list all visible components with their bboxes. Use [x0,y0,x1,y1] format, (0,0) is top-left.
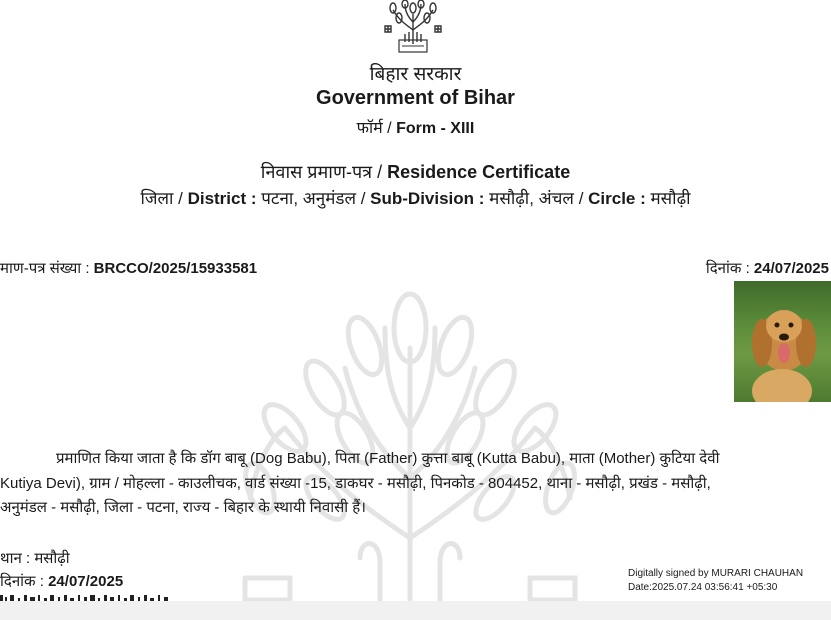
district-line: जिला / District : पटना, अनुमंडल / Sub-Division : मसौढ़ी, अंचल / Circle : मसौढ़ी [140,189,691,208]
form-label-hindi: फॉर्म [356,120,383,137]
certificate-body-line-2: Kutiya Devi), ग्राम / मोहल्ला - काउलीचक, वार्ड संख्या -15, डाकघर - मसौढ़ी, पिनकोड - 804452, थाना - मसौढ़ी, प्रखंड - मसौढ़ी, [0,475,711,492]
digital-signature-date: Date:2025.07.24 03:56:41 +05:30 [628,582,778,593]
bodhi-tree-emblem-icon [377,0,449,56]
certificate-body-line-3: अनुमंडल - मसौढ़ी, जिला - पटना, राज्य - बिहार के स्थायी निवासी हैं। [0,499,366,516]
footer-date-label: दिनांक : [0,573,44,590]
certificate-number-value: BRCCO/2025/15933581 [93,260,258,277]
place-label: थान : [0,550,31,567]
certificate-body-line-1: प्रमाणित किया जाता है कि डॉग बाबू (Dog Babu), पिता (Father) कुत्ता बाबू (Kutta Babu), माता (Mother) कुटिया देवी [56,450,720,467]
place-line [0,548,70,568]
place-value: मसौढ़ी [34,550,70,567]
bottom-edge-bar [0,601,831,620]
form-label-english: Form - XIII [396,120,475,137]
certificate-date [706,258,829,278]
district-value: पटना, अनुमंडल [261,189,356,208]
circle-value: मसौढ़ी [650,189,691,208]
subdivision-label: Sub-Division : [370,189,485,208]
government-name-english: Government of Bihar [316,87,515,109]
footer-date-line [0,571,123,591]
form-number: फॉर्म / Form - XIII [356,120,475,137]
certificate-title-hindi: निवास प्रमाण-पत्र [260,162,373,182]
certificate-date-value: 24/07/2025 [753,260,829,277]
district-label-hindi: जिला [140,189,174,208]
footer-date-value: 24/07/2025 [48,573,124,590]
circle-label: Circle : [588,189,646,208]
certificate-date-label: दिनांक : [705,260,750,277]
dog-photo-illustration [734,281,831,402]
dog-photo [734,281,831,402]
subdivision-value: मसौढ़ी, अंचल [489,189,574,208]
certificate-number-label: माण-पत्र संख्या : [0,260,90,277]
certificate-title-english: Residence Certificate [387,162,571,182]
district-label-english: District : [187,189,257,208]
digital-signature-name: Digitally signed by MURARI CHAUHAN [628,568,804,579]
government-name-hindi: बिहार सरकार [369,64,462,85]
certificate-number [0,258,257,278]
certificate-title: निवास प्रमाण-पत्र / Residence Certificate [260,162,571,182]
